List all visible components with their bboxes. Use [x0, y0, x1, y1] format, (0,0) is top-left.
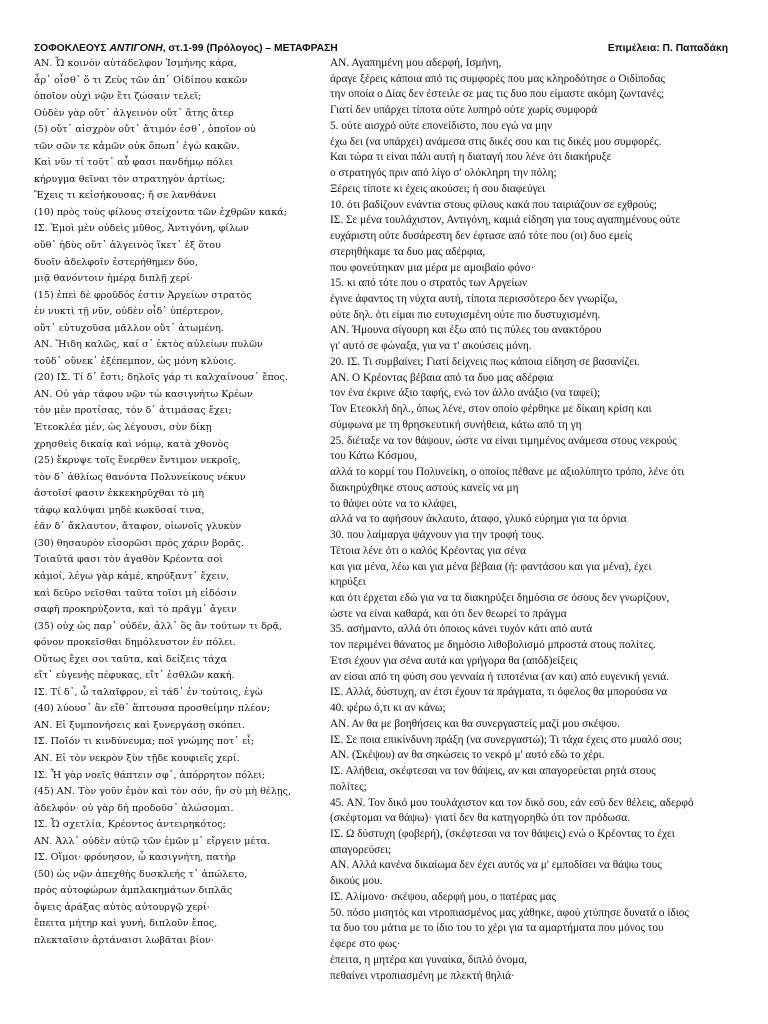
translation-line: ΙΣ. Σε ποια επικίνδυνη πράξη (να συνεργαστώ); Τι τάχα έχεις στο μυαλό σου; — [330, 733, 682, 746]
translation-line: έπειτα, η μητέρα και γυναίκα, διπλό όνομα, — [330, 953, 528, 966]
translation-line: Και τώρα τι είναι πάλι αυτή η διαταγή που λένε ότι διακήρυξε — [330, 151, 612, 164]
translation-line: απαγορεύσει; — [330, 843, 392, 856]
translation-line: αν είσαι από τη φύση σου γενναία ή τιποτένια (αν και) από ευγενική γενιά. — [330, 670, 669, 683]
greek-text-line: δυοῖν ἀδελφοῖν ἐστερήθημεν δύο, — [34, 256, 198, 268]
greek-text-line: ἐν νυκτὶ τῇ νῦν, οὐδὲν οἶδ᾽ ὑπέρτερον, — [34, 306, 224, 318]
translation-line: διακηρύχθηκε στους αστούς κανείς να μη — [330, 481, 519, 494]
greek-text-line: τοῦδ᾽ οὕνεκ᾽ ἐξέπεμπον, ὡς μόνη κλύοις. — [34, 355, 237, 367]
greek-text-line: σαφῆ προκηρύξοντα, καὶ τὸ πρᾶγμ᾽ ἄγειν — [34, 604, 237, 616]
greek-text-line: ΙΣ. Τί δ᾽, ὦ ταλαῖφρον, εἰ τάδ᾽ ἐν τούτοις, ἐγὼ — [34, 686, 263, 698]
greek-text-line: ΑΝ. Εἰ τὸν νεκρὸν ξὺν τῇδε κουφιεῖς χερί. — [34, 752, 240, 764]
translation-line: το θάψει ούτε να το κλάψει, — [330, 497, 458, 510]
greek-text-line: τὸν μὲν προτίσας, τὸν δ᾽ ἀτιμάσας ἔχει; — [34, 405, 232, 417]
greek-text-line: τῶν σῶν τε κἀμῶν οὐκ ὄπωπ᾽ ἐγὼ κακῶν. — [34, 140, 240, 152]
modern-translation-column — [330, 56, 740, 984]
greek-text-line: Οὐδὲν γὰρ οὔτ᾽ ἀλγεινὸν οὔτ᾽ ἄτης ἄτερ — [34, 107, 234, 119]
translation-line: ΑΝ. Ο Κρέοντας βέβαια από τα δυο μας αδέρφια — [330, 371, 554, 384]
greek-text-line: καὶ δεῦρο νεῖσθαι ταῦτα τοῖσι μὴ εἰδόσιν — [34, 587, 237, 599]
greek-text-line: (5) οὔτ᾽ αἰσχρὸν οὔτ᾽ ἄτιμόν ἐσθ᾽, ὁποῖον οὐ — [34, 124, 256, 136]
greek-text-line: φόνον προκεῖσθαι δημόλευστον ἐν πόλει. — [34, 637, 236, 649]
translation-line: ΑΝ. Αν θα με βοηθήσεις και θα συνεργαστείς μαζί μου σκέψου. — [330, 717, 620, 730]
greek-text-line: ΙΣ. Ἦ γὰρ νοεῖς θάπτειν σφ᾽, ἀπόρρητον πόλει; — [34, 769, 266, 781]
greek-text-line: ἔπειτα μήτηρ καὶ γυνή, διπλοῦν ἔπος, — [34, 918, 218, 930]
greek-text-line: ΙΣ. Οἴμοι· φρόνησον, ὦ κασιγνήτη, πατὴρ — [34, 852, 236, 864]
translation-line: τον ένα έκρινε άξιο ταφής, ενώ τον άλλο ανάξιο (να ταφεί); — [330, 387, 601, 400]
greek-text-line: πλεκταῖσιν ἀρτάναισι λωβᾶται βίον· — [34, 934, 214, 946]
author-label: ΣΟΦΟΚΛΕΟΥΣ — [34, 43, 110, 54]
translation-line: ευχάριστη ούτε δυσάρεστη δεν έφτασε από τότε που (οι) δυο εμείς — [330, 230, 633, 243]
greek-text-line: (10) πρὸς τοὺς φίλους στείχοντα τῶν ἐχθρῶν κακά; — [34, 206, 287, 218]
greek-text-line: (50) ὡς νῷν ἀπεχθὴς δυσκλεής τ᾽ ἀπώλετο, — [34, 868, 248, 880]
greek-text-line: ΑΝ. Ἀλλ᾽ οὐδὲν αὐτῷ τῶν ἐμῶν μ᾽ εἴργειν μέτα. — [34, 835, 271, 847]
translation-line: αλλά να το αφήσουν άκλαυτο, άταφο, γλυκό εύρημα για τα όρνια — [330, 513, 627, 526]
translation-line: 30. που λαίμαργα ψάχνουν για την τροφή τους. — [330, 529, 545, 542]
translation-line: 45. ΑΝ. Τον δικό μου τουλάχιστον και τον δικό σου, εάν εσύ δεν θέλεις, αδερφό — [330, 796, 694, 809]
greek-text-line: ΙΣ. Ἐμοὶ μὲν οὐδεὶς μῦθος, Ἀντιγόνη, φίλων — [34, 223, 249, 235]
greek-text-line: Τοιαῦτά φασι τὸν ἀγαθὸν Κρέοντα σοὶ — [34, 554, 224, 566]
page-header — [34, 43, 728, 57]
translation-line: Έτσι έχουν για σένα αυτά και γρήγορα θα (απόδ)είξεις — [330, 654, 578, 667]
translation-line: άραγε ξέρεις κάποια από τις συμφορές που μας κληροδότησε ο Οιδίποδας — [330, 72, 666, 85]
greek-text-line: Ἔχεις τι κεἰσήκουσας; ἤ σε λανθάνει — [34, 190, 217, 202]
translation-line: 40. φέρω ό,τι κι αν κάνω; — [330, 702, 446, 715]
translation-line: 10. ότι βαδίζουν ενάντια στους φίλους κακά που ταιριάζουν σε εχθρούς; — [330, 198, 657, 211]
translation-line: 35. ασήμαντο, αλλά ότι όποιος κάνει τυχόν κάτι από αυτά — [330, 623, 593, 636]
translation-line: ΑΝ. (Σκέψου) αν θα σηκώσεις το νεκρό μ' αυτό εδώ το χέρι. — [330, 749, 605, 762]
greek-text-line: κήρυγμα θεῖναι τὸν στρατηγὸν ἀρτίως; — [34, 173, 226, 185]
translation-line: γι' αυτό σε φώναξα, για να τ' ακούσεις μόνη. — [330, 340, 532, 353]
translation-line: ΑΝ. Ήμουνα σίγουρη και έξω από τις πύλες του ανακτόρου — [330, 324, 602, 337]
greek-text-line: (20) ΙΣ. Τί δ᾽ ἔστι; δηλοῖς γάρ τι καλχαίνουσ᾽ ἔπος. — [34, 372, 288, 384]
translation-line: ΑΝ. Αλλά κανένα δικαίωμα δεν έχει αυτός να μ' εμποδίσει να θάψω τους — [330, 859, 662, 872]
translation-line: του Κάτω Κόσμου, — [330, 450, 418, 463]
greek-text-line: ΑΝ. Ὦ κοινὸν αὐτάδελφον Ἰσμήνης κάρα, — [34, 58, 237, 69]
translation-line: και ότι έρχεται εδώ για να τα διακηρύξει δημόσια σε όσους δεν γνωρίζουν, — [330, 591, 670, 604]
title-suffix: , στ.1-99 (Πρόλογος) – ΜΕΤΑΦΡΑΣΗ — [162, 43, 338, 54]
translation-line: Τέτοια λένε ότι ο καλός Κρέοντας για σένα — [330, 544, 526, 557]
translation-line: Τον Ετεοκλή δηλ., όπως λένε, στον οποίο φέρθηκε με δίκαιη κρίση και — [330, 403, 652, 416]
greek-text-line: πρὸς αὐτοφώρων ἀμπλακημάτων διπλᾶς — [34, 885, 233, 897]
greek-text-line: ἆρ᾽ οἶσθ᾽ ὅ τι Ζεὺς τῶν ἀπ᾽ Οἰδίπου κακῶν — [34, 74, 248, 86]
translation-line: ΙΣ. Σε μένα τουλάχιστον, Αντιγόνη, καμιά είδηση για τους αγαπημένους ούτε — [330, 214, 681, 227]
greek-text-line: (40) λύουσ᾽ ἂν εἴθ᾽ ἅπτουσα προσθείμην πλέον; — [34, 703, 270, 715]
greek-text-line: ΑΝ. Ἤιδη καλῶς, καί σ᾽ ἐκτὸς αὐλείων πυλῶν — [34, 339, 263, 351]
greek-text-line: ἀδελφόν· οὐ γὰρ δὴ προδοῦσ᾽ ἁλώσομαι. — [34, 802, 234, 814]
translation-line: ΑΝ. Αγαπημένη μου αδερφή, Ισμήνη, — [330, 57, 502, 69]
greek-text-line: χρησθεὶς δικαίᾳ καὶ νόμῳ, κατὰ χθονὸς — [34, 438, 229, 450]
greek-text-line: ἀστοῖσί φασιν ἐκκεκηρῦχθαι τὸ μὴ — [34, 488, 204, 500]
greek-text-line: τάφῳ καλύψαι μηδὲ κωκῦσαί τινα, — [34, 504, 205, 516]
translation-line: έγινε άφαντος τη νύχτα αυτή, τίποτα περισσότερο δεν γνωρίζω, — [330, 293, 618, 306]
translation-line: πεθαίνει ντροπιασμένη με πλεκτή θηλιά· — [330, 969, 515, 982]
greek-text-line: (35) οὐχ ὡς παρ᾽ οὐδέν, ἀλλ᾽ ὃς ἂν τούτων τι δρᾷ, — [34, 620, 283, 632]
greek-text-line: μιᾷ θανόντοιν ἡμέρᾳ διπλῇ χερί· — [34, 273, 194, 285]
translation-line: ΙΣ. Αλλά, δύστυχη, αν έτσι έχουν τα πράγματα, τι όφελος θα μπορούσα να — [330, 686, 668, 699]
translation-line: δικούς μου. — [330, 875, 383, 888]
greek-text-line: (45) ΑΝ. Τὸν γοῦν ἐμὸν καὶ τὸν σόν, ἢν σὺ μὴ θέλῃς, — [34, 786, 292, 798]
translation-line: 20. ΙΣ. Τι συμβαίνει; Γιατί δείχνεις πως κάποια είδηση σε βασανίζει. — [330, 355, 640, 368]
translation-line: και για μένα, λέω και για μένα βέβαια (ή: φαντάσου και για μένα), έχει — [330, 560, 652, 573]
greek-text-line: (15) ἐπεὶ δὲ φροῦδός ἐστιν Ἀργείων στρατὸς — [34, 289, 252, 301]
ancient-greek-text-column — [34, 56, 326, 950]
translation-line: τον περιμένει θάνατος με δημόσιο λιθοβολισμό μπροστά στους πολίτες. — [330, 639, 656, 652]
translation-line: ΙΣ. Αλήθεια, σκέφτεσαι να τον θάψεις, αν και απαγορεύεται ρητά στους — [330, 765, 656, 778]
translation-line: 50. πόσο μισητός και ντροπιασμένος μας χάθηκε, αφού χτύπησε δυνατά ο ίδιος — [330, 906, 689, 919]
greek-text-line: κἀμοί, λέγω γὰρ κἀμέ, κηρύξαντ᾽ ἔχειν, — [34, 570, 230, 582]
greek-text-line: οὔθ᾽ ἡδὺς οὔτ᾽ ἀλγεινὸς ἵκετ᾽ ἐξ ὅτου — [34, 240, 221, 252]
translation-line: 15. κι από τότε που ο στρατός των Αργείων — [330, 277, 528, 290]
translation-line: Ξέρεις τίποτε κι έχεις ακούσει; ή σου διαφεύγει — [330, 182, 546, 195]
translation-line: στερηθήκαμε τα δυο μας αδέρφια, — [330, 245, 486, 258]
greek-text-line: ἐᾶν δ᾽ ἄκλαυτον, ἄταφον, οἰωνοῖς γλυκὺν — [34, 521, 242, 533]
greek-text-line: (30) θησαυρὸν εἰσορῶσι πρὸς χάριν βορᾶς. — [34, 537, 244, 549]
translation-line: 5. ούτε αισχρό ούτε επονείδιστο, που εγώ να μην — [330, 119, 553, 132]
translation-line: έχω δει (να υπάρχει) ανάμεσα στις δικές σου και τις δικές μου συμφορές. — [330, 135, 662, 148]
greek-text-line: Οὕτως ἔχει σοι ταῦτα, καὶ δείξεις τάχα — [34, 653, 227, 665]
greek-text-line: εἴτ᾽ εὐγενὴς πέφυκας, εἴτ᾽ ἐσθλῶν κακή. — [34, 670, 235, 682]
greek-text-line: (25) ἔκρυψε τοῖς ἔνερθεν ἔντιμον νεκροῖς, — [34, 455, 241, 467]
translation-line: κηρύξει — [330, 576, 366, 589]
translation-line: που φονεύτηκαν μια μέρα με αμοιβαίο φόνο· — [330, 261, 535, 274]
greek-text-line: οὔτ᾽ εὐτυχοῦσα μᾶλλον οὔτ᾽ ἀτωμένη. — [34, 322, 224, 334]
greek-text-line: ΑΝ. Εἰ ξυμπονήσεις καὶ ξυνεργάσῃ σκόπει. — [34, 719, 245, 731]
greek-text-line: Καὶ νῦν τί τοῦτ᾽ αὖ φασι πανδήμῳ πόλει — [34, 157, 234, 169]
translation-line: ώστε να είναι καθαρά, και ότι δεν θεωρεί το πράγμα — [330, 607, 567, 620]
translation-line: Γιατί δεν υπάρχει τίποτα ούτε λυπηρό ούτε χωρίς συμφορά — [330, 104, 598, 117]
greek-text-line: ΙΣ. Ποῖόν τι κινδύνευμα; ποῖ γνώμης ποτ᾽ εἶ; — [34, 736, 255, 748]
translation-line: (σκέφτομαι να θάψω)· γιατί δεν θα κατηγορηθώ ότι τον πρόδωσα. — [330, 812, 630, 825]
greek-text-line: τὸν δ᾽ ἀθλίως θανόντα Πολυνείκους νέκυν — [34, 471, 246, 483]
translation-line: ΙΣ. Ω δύστυχη (φοβερή), (σκέφτεσαι να τον θάψεις) ενώ ο Κρέοντας το έχει — [330, 827, 675, 840]
translation-line: ο στρατηγός πριν από λίγο σ' ολόκληρη την πόλη; — [330, 167, 557, 180]
translation-line: αλλά το κορμί του Πολυνείκη, ο οποίος πέθανε με αξιολύπητο τρόπο, λένε ότι — [330, 466, 685, 479]
greek-text-line: ΑΝ. Οὐ γὰρ τάφου νῷν τὼ κασιγνήτω Κρέων — [34, 388, 253, 400]
translation-line: σύμφωνα με τη θρησκευτική συνήθεια, κάτω από τη γη — [330, 418, 582, 431]
document-title — [34, 43, 338, 54]
play-title: ΑΝΤΙΓΟΝΗ — [109, 43, 163, 54]
greek-text-line: ὄψεις ἀράξας αὐτὸς αὐτουργῷ χερί· — [34, 901, 210, 913]
greek-text-line: ΙΣ. Ὦ σχετλία, Κρέοντος ἀντειρηκότος; — [34, 819, 226, 831]
translation-line: την οποία ο Δίας δεν έστειλε σε μας τις δυο που είμαστε ακόμη ζωντανές; — [330, 88, 665, 101]
translation-line: 25. διέταξε να τον θάψουν, ώστε να είναι τιμημένος ανάμεσα στους νεκρούς — [330, 434, 677, 447]
greek-text-line: ὁποῖον οὐχὶ νῷν ἔτι ζώσαιν τελεῖ; — [34, 91, 202, 103]
translation-line: πολίτες; — [330, 780, 367, 793]
editor-credit: Επιμέλεια: Π. Παπαδάκη — [607, 43, 728, 54]
greek-text-line: Ἐτεοκλέα μέν, ὡς λέγουσι, σὺν δίκῃ — [34, 422, 212, 434]
translation-line: τα δυο του μάτια με το ίδιο του το χέρι για τα αμαρτήματα που μόνος του — [330, 922, 664, 935]
translation-line: έφερε στο φως· — [330, 938, 401, 951]
translation-line: ΙΣ. Αλίμονο· σκέψου, αδερφή μου, ο πατέρας μας — [330, 890, 557, 903]
translation-line: ούτε δηλ. ότι είμαι πιο ευτυχισμένη ούτε πιο δυστυχισμένη. — [330, 308, 601, 321]
